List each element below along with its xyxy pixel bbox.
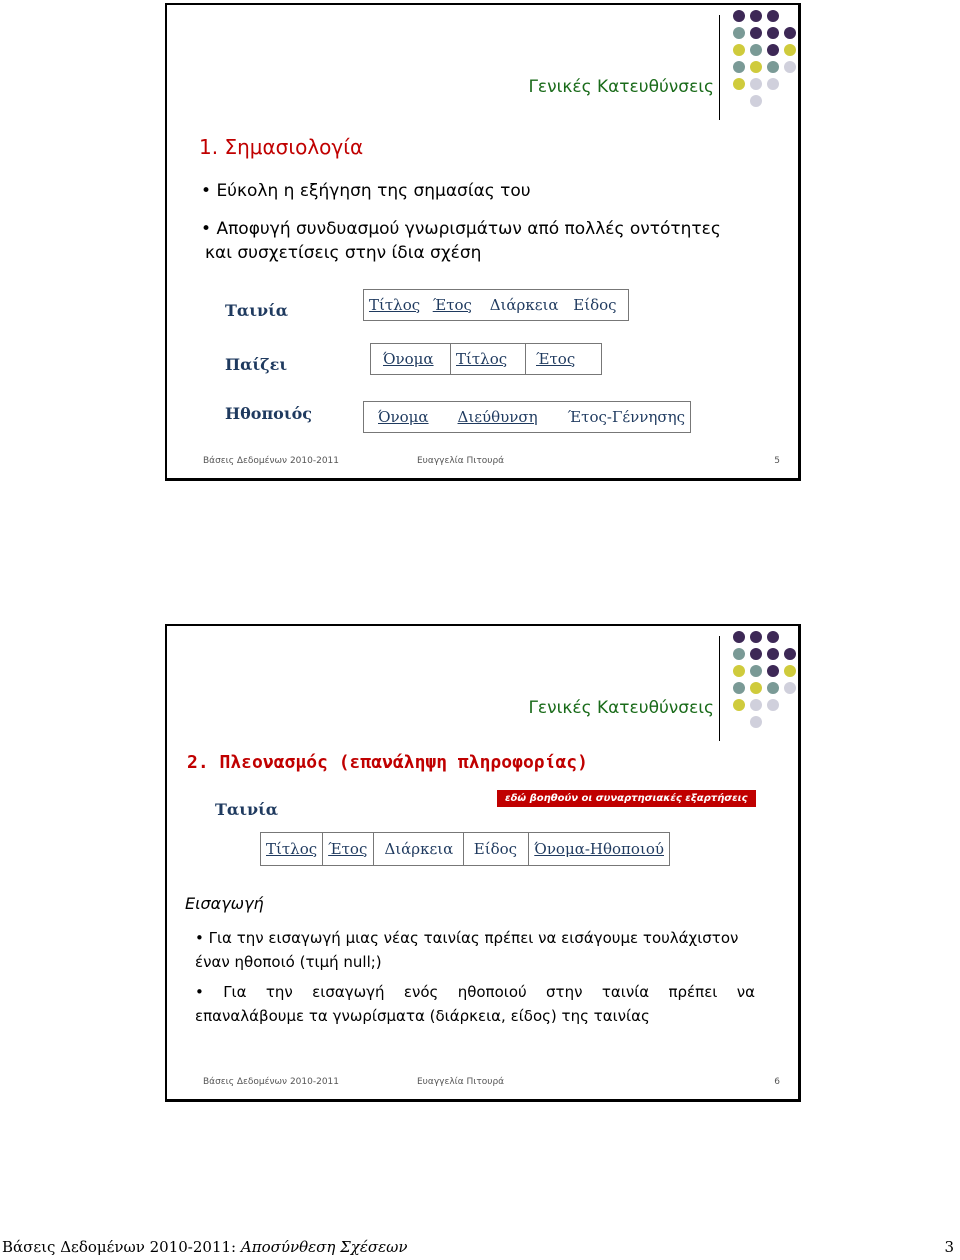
decorative-dot bbox=[767, 699, 779, 711]
decorative-dot bbox=[750, 648, 762, 660]
attr-cell: Διεύθυνση bbox=[457, 408, 538, 426]
decorative-dot bbox=[750, 78, 762, 90]
slide-title: 1. Σημασιολογία bbox=[199, 135, 364, 159]
slide-title: 2. Πλεονασμός (επανάληψη πληροφορίας) bbox=[187, 752, 588, 773]
attr-cell: Τίτλος bbox=[369, 296, 421, 314]
decorative-dot bbox=[784, 665, 796, 677]
table-name-paizei: Παίζει bbox=[225, 355, 288, 374]
footer-course: Βάσεις Δεδομένων 2010-2011 bbox=[203, 456, 339, 466]
slide-header: Γενικές Κατευθύνσεις bbox=[528, 77, 714, 97]
attr-cell: Διάρκεια bbox=[489, 296, 559, 314]
footer-page-number: 5 bbox=[774, 456, 780, 466]
attr-cell: Είδος bbox=[463, 833, 529, 865]
footer-page-number: 6 bbox=[774, 1077, 780, 1087]
decorative-dot bbox=[767, 61, 779, 73]
decorative-dot bbox=[750, 665, 762, 677]
page-footer bbox=[2, 1238, 958, 1256]
table-name-ithopoios: Ηθοποιός bbox=[225, 404, 312, 423]
decorative-dot bbox=[733, 10, 745, 22]
page-footer-course: Βάσεις Δεδομένων 2010-2011: bbox=[2, 1238, 241, 1256]
divider-line bbox=[719, 636, 720, 741]
decorative-dot bbox=[750, 699, 762, 711]
slide-footer bbox=[203, 456, 780, 466]
decorative-dot bbox=[733, 631, 745, 643]
decorative-dot bbox=[767, 10, 779, 22]
bullet-1: • Για την εισαγωγή μιας νέας ταινίας πρέπει να εισάγουμε τουλάχιστον έναν ηθοποιό (τιμή null;) bbox=[195, 929, 739, 971]
decorative-dot bbox=[750, 61, 762, 73]
bullet-2-cont: και συσχετίσεις στην ίδια σχέση bbox=[205, 243, 482, 263]
page-footer-subtitle: Αποσύνθεση Σχέσεων bbox=[240, 1238, 408, 1256]
decorative-dot bbox=[767, 648, 779, 660]
decorative-dot bbox=[767, 44, 779, 56]
attr-cell: Έτος-Γέννησης bbox=[567, 408, 685, 426]
attr-cell: Τίτλος bbox=[450, 344, 525, 374]
decorative-dot bbox=[733, 665, 745, 677]
decorative-dot bbox=[733, 699, 745, 711]
table-name-tainia: Ταινία bbox=[215, 800, 279, 819]
decorative-dot bbox=[767, 631, 779, 643]
decorative-dot bbox=[733, 682, 745, 694]
footer-author: Ευαγγελία Πιτουρά bbox=[417, 1077, 505, 1087]
decorative-dot bbox=[750, 95, 762, 107]
attr-cell: Έτος bbox=[525, 344, 601, 374]
slide-6 bbox=[165, 624, 801, 1102]
decorative-dot bbox=[767, 682, 779, 694]
page-number: 3 bbox=[944, 1238, 954, 1256]
decorative-dot bbox=[733, 27, 745, 39]
table-name-tainia: Ταινία bbox=[225, 301, 289, 320]
slide-5 bbox=[165, 3, 801, 481]
decorative-dot bbox=[784, 61, 796, 73]
decorative-dot bbox=[733, 61, 745, 73]
decorative-dot bbox=[750, 682, 762, 694]
section-heading: Εισαγωγή bbox=[185, 894, 264, 913]
footer-course: Βάσεις Δεδομένων 2010-2011 bbox=[203, 1077, 339, 1087]
slide-header: Γενικές Κατευθύνσεις bbox=[528, 698, 714, 718]
decorative-dot bbox=[784, 27, 796, 39]
relation-tainia bbox=[363, 289, 629, 321]
decorative-dot bbox=[750, 44, 762, 56]
footer-author: Ευαγγελία Πιτουρά bbox=[417, 456, 505, 466]
attr-cell: Είδος bbox=[573, 296, 617, 314]
relation-ithopoios bbox=[363, 401, 691, 433]
relation-paizei bbox=[370, 343, 602, 375]
bullet-1: • Εύκολη η εξήγηση της σημασίας του bbox=[201, 181, 531, 201]
attr-cell: Όνομα bbox=[378, 408, 429, 426]
decorative-dot bbox=[767, 665, 779, 677]
relation-tainia-redundant bbox=[260, 832, 670, 866]
bullet-2: • Αποφυγή συνδυασμού γνωρισμάτων από πολλές οντότητες bbox=[201, 219, 721, 239]
decorative-dot bbox=[784, 648, 796, 660]
decorative-dot bbox=[750, 716, 762, 728]
decorative-dot bbox=[733, 44, 745, 56]
attr-cell: Διάρκεια bbox=[373, 833, 462, 865]
attr-cell: Όνομα-Ηθοποιού bbox=[528, 833, 669, 865]
decorative-dot bbox=[767, 27, 779, 39]
attr-cell: Έτος bbox=[432, 296, 472, 314]
divider-line bbox=[719, 15, 720, 120]
slide-footer bbox=[203, 1077, 780, 1087]
attr-cell: Όνομα bbox=[383, 350, 434, 368]
decorative-dot bbox=[750, 27, 762, 39]
attr-cell: Τίτλος bbox=[266, 840, 318, 858]
decorative-dot bbox=[750, 631, 762, 643]
decorative-dot bbox=[767, 78, 779, 90]
decorative-dot bbox=[784, 682, 796, 694]
attr-cell: Έτος bbox=[322, 833, 373, 865]
decorative-dot bbox=[733, 648, 745, 660]
fd-note-badge: εδώ βοηθούν οι συναρτησιακές εξαρτήσεις bbox=[497, 790, 756, 807]
decorative-dot bbox=[784, 44, 796, 56]
bullet-2: • Για την εισαγωγή ενός ηθοποιού στην ταινία πρέπει να επαναλάβουμε τα γνωρίσματα (διάρκεια, είδος) της ταινίας bbox=[195, 983, 755, 1025]
decorative-dot bbox=[733, 78, 745, 90]
decorative-dot bbox=[750, 10, 762, 22]
